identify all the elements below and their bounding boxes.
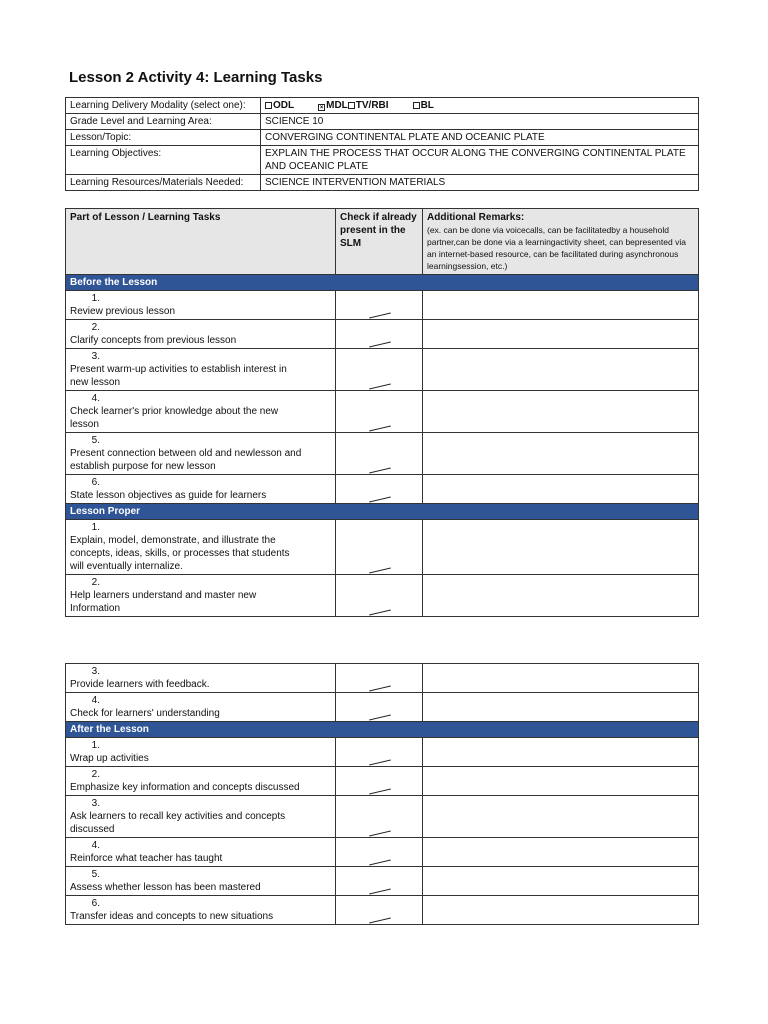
task-number: 4.: [91, 393, 100, 404]
modality-option-label: BL: [420, 100, 434, 111]
remarks-cell[interactable]: [423, 433, 699, 475]
remarks-cell[interactable]: [423, 520, 699, 575]
learning-tasks-table: [65, 208, 699, 617]
task-cell: [66, 738, 336, 767]
task-number: 3.: [91, 351, 100, 362]
task-text: Explain, model, demonstrate, and illustrate the concepts, ideas, skills, or processes that students will eventually internalize.: [70, 535, 290, 572]
task-text: Review previous lesson: [70, 306, 176, 317]
table-row: [66, 433, 699, 475]
table-header: [66, 209, 699, 275]
check-cell[interactable]: [336, 520, 423, 575]
task-number: 3.: [91, 666, 100, 677]
section-after: [66, 722, 699, 738]
check-mark-icon: [369, 426, 391, 432]
table-row: [66, 896, 699, 925]
info-label: Grade Level and Learning Area:: [66, 114, 261, 130]
check-cell[interactable]: [336, 320, 423, 349]
check-cell[interactable]: [336, 664, 423, 693]
task-number: 1.: [91, 522, 100, 533]
check-mark-icon: [369, 468, 391, 474]
task-cell: [66, 838, 336, 867]
check-mark-icon: [369, 342, 391, 348]
check-cell[interactable]: [336, 896, 423, 925]
remarks-cell[interactable]: [423, 867, 699, 896]
check-mark-icon: [369, 497, 391, 503]
task-cell: [66, 433, 336, 475]
task-number: 1.: [91, 740, 100, 751]
task-number: 2.: [91, 769, 100, 780]
table-row: [66, 291, 699, 320]
remarks-cell[interactable]: [423, 475, 699, 504]
task-text: Check learner's prior knowledge about the new lesson: [70, 406, 279, 430]
section-proper: [66, 504, 699, 520]
table-row: [66, 838, 699, 867]
info-row: [66, 114, 699, 130]
header-remarks-title: Additional Remarks:: [427, 212, 525, 223]
check-cell[interactable]: [336, 291, 423, 320]
task-number: 1.: [91, 293, 100, 304]
check-cell[interactable]: [336, 391, 423, 433]
section-label: Lesson Proper: [66, 504, 699, 520]
check-mark-icon: [369, 384, 391, 390]
learning-tasks-table-continued: [65, 663, 699, 925]
task-number: 3.: [91, 798, 100, 809]
remarks-cell[interactable]: [423, 349, 699, 391]
table-row: [66, 738, 699, 767]
remarks-cell[interactable]: [423, 575, 699, 617]
check-mark-icon: [369, 686, 391, 692]
table-row: [66, 575, 699, 617]
check-mark-icon: [369, 313, 391, 319]
table-row: [66, 520, 699, 575]
info-row: [66, 146, 699, 175]
task-number: 2.: [91, 322, 100, 333]
check-mark-icon: [369, 889, 391, 895]
task-text: Present connection between old and newlesson and establish purpose for new lesson: [70, 448, 302, 472]
check-mark-icon: [369, 568, 391, 574]
header-check: Check if already present in the SLM: [336, 209, 423, 275]
check-mark-icon: [369, 918, 391, 924]
remarks-cell[interactable]: [423, 896, 699, 925]
remarks-cell[interactable]: [423, 796, 699, 838]
check-mark-icon: [369, 789, 391, 795]
lesson-info-table: [65, 97, 699, 191]
checkbox-icon[interactable]: [348, 102, 355, 109]
check-cell[interactable]: [336, 767, 423, 796]
check-mark-icon: [369, 610, 391, 616]
checkbox-icon[interactable]: [413, 102, 420, 109]
check-cell[interactable]: [336, 433, 423, 475]
task-text: Assess whether lesson has been mastered: [70, 882, 261, 893]
check-cell[interactable]: [336, 796, 423, 838]
task-number: 5.: [91, 435, 100, 446]
header-remarks: [423, 209, 699, 275]
task-number: 6.: [91, 898, 100, 909]
table-row: [66, 664, 699, 693]
info-row: [66, 130, 699, 146]
table-row: [66, 475, 699, 504]
info-value: EXPLAIN THE PROCESS THAT OCCUR ALONG THE CONVERGING CONTINENTAL PLATE AND OCEANIC PLATE: [261, 146, 699, 175]
section-label: After the Lesson: [66, 722, 699, 738]
remarks-cell[interactable]: [423, 693, 699, 722]
modality-option[interactable]: [348, 100, 389, 111]
info-label: Learning Objectives:: [66, 146, 261, 175]
checkbox-icon[interactable]: [265, 102, 272, 109]
task-number: 4.: [91, 840, 100, 851]
modality-option-label: ODL: [273, 100, 295, 111]
task-text: Provide learners with feedback.: [70, 679, 210, 690]
remarks-cell[interactable]: [423, 664, 699, 693]
check-cell[interactable]: [336, 838, 423, 867]
table-row: [66, 767, 699, 796]
task-text: Transfer ideas and concepts to new situations: [70, 911, 274, 922]
task-number: 6.: [91, 477, 100, 488]
header-part: Part of Lesson / Learning Tasks: [66, 209, 336, 275]
task-cell: [66, 291, 336, 320]
modality-option-label: MDL: [326, 100, 348, 111]
modality-options: [261, 98, 699, 114]
section-before: [66, 275, 699, 291]
task-cell: [66, 349, 336, 391]
table-row: [66, 796, 699, 838]
task-cell: [66, 867, 336, 896]
task-text: Present warm-up activities to establish interest in new lesson: [70, 364, 287, 388]
task-number: 4.: [91, 695, 100, 706]
task-text: Ask learners to recall key activities and concepts discussed: [70, 811, 286, 835]
remarks-cell[interactable]: [423, 291, 699, 320]
task-number: 5.: [91, 869, 100, 880]
modality-option-label: TV/RBI: [355, 100, 389, 111]
info-value: SCIENCE 10: [261, 114, 699, 130]
header-remarks-note: (ex. can be done via voicecalls, can be facilitatedby a household partner,can be done via a learningactivity sheet, can bepresented via an internet-based resource, can be facilitated during asynchronous learningsession, etc.): [427, 225, 686, 271]
info-value: CONVERGING CONTINENTAL PLATE AND OCEANIC PLATE: [261, 130, 699, 146]
check-cell[interactable]: [336, 738, 423, 767]
task-cell: [66, 320, 336, 349]
remarks-cell[interactable]: [423, 838, 699, 867]
section-label: Before the Lesson: [66, 275, 699, 291]
task-cell: [66, 391, 336, 433]
check-mark-icon: [369, 760, 391, 766]
check-cell[interactable]: [336, 867, 423, 896]
info-label: Learning Resources/Materials Needed:: [66, 175, 261, 191]
task-cell: [66, 520, 336, 575]
task-cell: [66, 896, 336, 925]
info-value: SCIENCE INTERVENTION MATERIALS: [261, 175, 699, 191]
remarks-cell[interactable]: [423, 391, 699, 433]
task-text: State lesson objectives as guide for learners: [70, 490, 267, 501]
task-cell: [66, 664, 336, 693]
table-row: [66, 320, 699, 349]
task-cell: [66, 575, 336, 617]
check-cell[interactable]: [336, 575, 423, 617]
check-cell[interactable]: [336, 349, 423, 391]
task-text: Emphasize key information and concepts discussed: [70, 782, 300, 793]
check-mark-icon: [369, 831, 391, 837]
task-text: Wrap up activities: [70, 753, 149, 764]
remarks-cell[interactable]: [423, 738, 699, 767]
modality-label: Learning Delivery Modality (select one):: [66, 98, 261, 114]
task-text: Reinforce what teacher has taught: [70, 853, 223, 864]
modality-option[interactable]: [413, 100, 434, 111]
task-text: Help learners understand and master new Information: [70, 590, 257, 614]
check-mark-icon: [369, 715, 391, 721]
check-cell[interactable]: [336, 475, 423, 504]
modality-option[interactable]: [265, 100, 294, 111]
task-cell: [66, 693, 336, 722]
table-row: [66, 693, 699, 722]
modality-option[interactable]: [318, 100, 348, 111]
task-text: Check for learners' understanding: [70, 708, 220, 719]
modality-row: [66, 98, 699, 114]
task-text: Clarify concepts from previous lesson: [70, 335, 237, 346]
check-cell[interactable]: [336, 693, 423, 722]
table-row: [66, 349, 699, 391]
page-title: Lesson 2 Activity 4: Learning Tasks: [69, 69, 323, 86]
task-number: 2.: [91, 577, 100, 588]
info-label: Lesson/Topic:: [66, 130, 261, 146]
remarks-cell[interactable]: [423, 767, 699, 796]
check-mark-icon: [369, 860, 391, 866]
task-cell: [66, 767, 336, 796]
checked-box-icon[interactable]: ×: [319, 105, 324, 111]
table-row: [66, 391, 699, 433]
task-cell: [66, 796, 336, 838]
remarks-cell[interactable]: [423, 320, 699, 349]
task-cell: [66, 475, 336, 504]
table-row: [66, 867, 699, 896]
info-row: [66, 175, 699, 191]
